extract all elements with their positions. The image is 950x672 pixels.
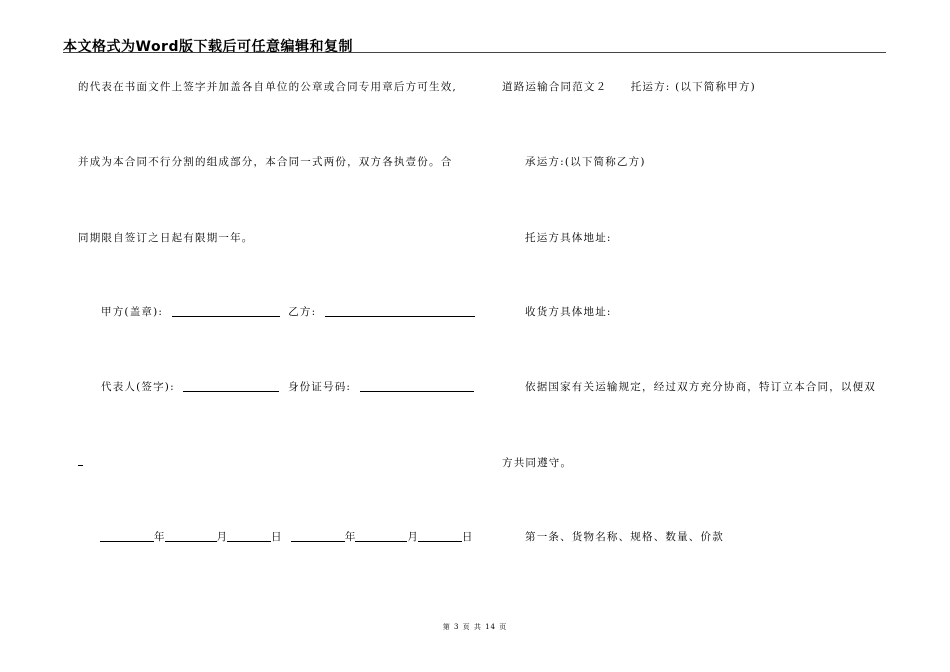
signature-row-representative	[101, 379, 474, 394]
year-label: 年	[344, 531, 356, 543]
party-b-year-blank[interactable]	[291, 530, 345, 542]
signature-row-party-a	[101, 304, 475, 319]
party-a-month-blank[interactable]	[165, 530, 217, 542]
party-b-month-blank[interactable]	[355, 530, 407, 542]
stray-underscore-mark	[78, 465, 83, 466]
header-divider	[63, 52, 886, 53]
day-label: 日	[271, 531, 282, 543]
page-number-footer: 第 3 页 共 14 页	[442, 623, 508, 631]
right-heading-shipper: 道路运输合同范文２ 托运方: (以下简称甲方)	[502, 81, 756, 93]
document-header-title: 本文格式为Word版下载后可任意编辑和复制	[63, 39, 353, 55]
left-paragraph-line-2: 并成为本合同不行分割的组成部分，本合同一式两份，双方各执壹份。合	[78, 156, 453, 168]
representative-label: 代表人(签字):	[101, 381, 175, 393]
day-label: 日	[461, 531, 473, 543]
carrier-label: 承运方:(以下简称乙方)	[525, 156, 646, 168]
date-row	[100, 529, 472, 544]
id-number-blank[interactable]	[360, 380, 474, 392]
party-b-day-blank[interactable]	[418, 530, 462, 542]
shipper-address-label: 托运方具体地址:	[525, 232, 612, 244]
party-a-year-blank[interactable]	[100, 530, 154, 542]
month-label: 月	[407, 531, 418, 543]
id-number-label: 身份证号码:	[287, 381, 352, 393]
year-label: 年	[154, 531, 165, 543]
right-paragraph-line-1: 依据国家有关运输规定，经过双方充分协商，特订立本合同，以便双	[525, 381, 876, 393]
party-b-label: 乙方:	[288, 306, 317, 318]
receiver-address-label: 收货方具体地址:	[525, 306, 612, 318]
representative-signature-blank[interactable]	[183, 380, 279, 392]
left-paragraph-line-1: 的代表在书面文件上签字并加盖各自单位的公章或合同专用章后方可生效,	[78, 81, 457, 93]
party-a-day-blank[interactable]	[227, 530, 271, 542]
party-a-label: 甲方(盖章):	[101, 306, 164, 318]
article-1-heading: 第一条、货物名称、规格、数量、价款	[525, 531, 724, 543]
right-paragraph-line-2: 方共同遵守。	[502, 457, 573, 469]
month-label: 月	[216, 531, 227, 543]
party-b-blank[interactable]	[325, 305, 475, 317]
left-paragraph-line-3: 同期限自签订之日起有限期一年。	[78, 232, 254, 244]
party-a-seal-blank[interactable]	[172, 305, 280, 317]
